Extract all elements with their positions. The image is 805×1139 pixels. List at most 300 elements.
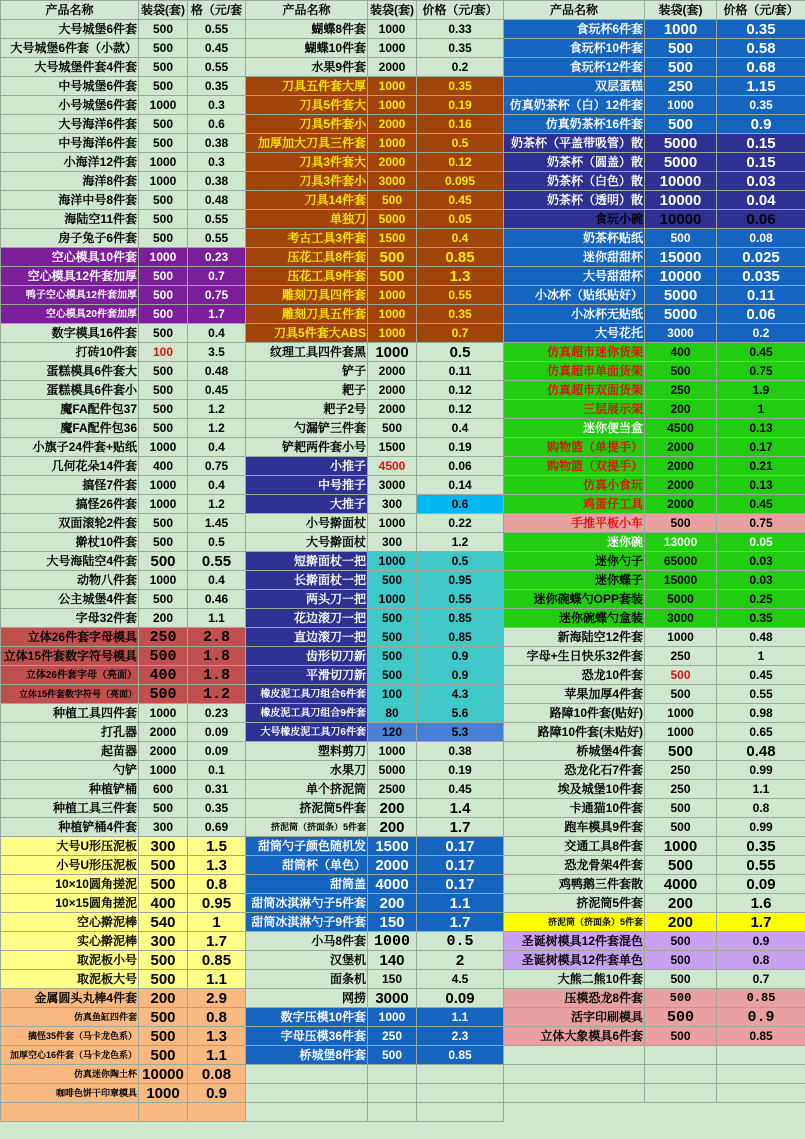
cell-product-name[interactable]: 中号海洋6件套 <box>1 134 139 153</box>
cell-quantity[interactable]: 500 <box>645 742 717 761</box>
cell-price[interactable]: 1.2 <box>188 400 246 419</box>
cell-price[interactable]: 1 <box>717 400 805 419</box>
cell-quantity[interactable]: 500 <box>645 58 717 77</box>
cell-price[interactable]: 1.7 <box>188 932 246 951</box>
cell-price[interactable]: 1.3 <box>188 856 246 875</box>
cell-product-name[interactable]: 小马8件套 <box>246 932 368 951</box>
cell-price[interactable]: 2 <box>417 951 504 970</box>
cell-price[interactable]: 0.7 <box>717 970 805 989</box>
cell-price[interactable]: 0.2 <box>717 324 805 343</box>
cell-product-name[interactable]: 压花工具9件套 <box>246 267 368 286</box>
cell-quantity[interactable]: 2000 <box>645 476 717 495</box>
cell-price[interactable]: 1.9 <box>717 381 805 400</box>
cell-quantity[interactable]: 1000 <box>139 1084 188 1103</box>
cell-product-name[interactable]: 桥城堡8件套 <box>246 1046 368 1065</box>
cell-quantity[interactable]: 140 <box>368 951 417 970</box>
cell-product-name[interactable]: 字母32件套 <box>1 609 139 628</box>
cell-product-name[interactable]: 空心模具20件套加厚 <box>1 305 139 324</box>
cell-price[interactable]: 0.8 <box>717 951 805 970</box>
cell-quantity[interactable]: 65000 <box>645 552 717 571</box>
cell-quantity[interactable]: 500 <box>645 856 717 875</box>
header-product-name[interactable]: 产品名称 <box>1 1 139 20</box>
cell-price[interactable]: 0.85 <box>717 989 805 1008</box>
cell-price[interactable]: 0.98 <box>717 704 805 723</box>
cell-price[interactable]: 0.48 <box>717 628 805 647</box>
cell-price[interactable]: 1.1 <box>188 609 246 628</box>
cell-quantity[interactable]: 500 <box>139 77 188 96</box>
cell-price[interactable]: 0.4 <box>188 476 246 495</box>
cell-quantity[interactable]: 1500 <box>368 837 417 856</box>
cell-price[interactable]: 1.1 <box>188 1046 246 1065</box>
cell-quantity[interactable] <box>645 1065 717 1084</box>
cell-price[interactable]: 0.4 <box>417 229 504 248</box>
cell-price[interactable]: 0.19 <box>417 96 504 115</box>
cell-quantity[interactable]: 1000 <box>139 96 188 115</box>
cell-quantity[interactable]: 3000 <box>645 609 717 628</box>
cell-product-name[interactable]: 立体大象模具6件套 <box>504 1027 645 1046</box>
cell-quantity[interactable]: 500 <box>139 590 188 609</box>
cell-product-name[interactable] <box>246 1065 368 1084</box>
cell-quantity[interactable]: 500 <box>368 248 417 267</box>
cell-quantity[interactable]: 4000 <box>368 875 417 894</box>
cell-product-name[interactable]: 动物八件套 <box>1 571 139 590</box>
cell-product-name[interactable]: 大号城堡件套4件套 <box>1 58 139 77</box>
cell-product-name[interactable]: 迷你甜甜杯 <box>504 248 645 267</box>
cell-quantity[interactable]: 10000 <box>645 210 717 229</box>
cell-product-name[interactable]: 齿形切刀新 <box>246 647 368 666</box>
cell-product-name[interactable]: 跑车模具9件套 <box>504 818 645 837</box>
cell-price[interactable]: 0.09 <box>188 742 246 761</box>
cell-quantity[interactable]: 1000 <box>368 590 417 609</box>
header-quantity[interactable]: 装袋(套) <box>645 1 717 20</box>
cell-price[interactable]: 0.06 <box>717 210 805 229</box>
cell-quantity[interactable]: 1000 <box>139 761 188 780</box>
header-product-name[interactable]: 产品名称 <box>246 1 368 20</box>
cell-product-name[interactable]: 立体15件套数字符号（亮面） <box>1 685 139 704</box>
cell-price[interactable]: 0.13 <box>717 476 805 495</box>
cell-price[interactable]: 1.4 <box>417 799 504 818</box>
cell-product-name[interactable]: 搞怪26件套 <box>1 495 139 514</box>
cell-price[interactable]: 0.85 <box>417 248 504 267</box>
cell-quantity[interactable]: 250 <box>645 761 717 780</box>
cell-product-name[interactable]: 魔FA配件包37 <box>1 400 139 419</box>
cell-product-name[interactable]: 小号擀面杖 <box>246 514 368 533</box>
cell-price[interactable]: 0.55 <box>188 229 246 248</box>
cell-price[interactable]: 0.17 <box>417 837 504 856</box>
cell-quantity[interactable]: 150 <box>368 970 417 989</box>
cell-quantity[interactable]: 1000 <box>645 628 717 647</box>
cell-quantity[interactable]: 500 <box>139 210 188 229</box>
cell-price[interactable]: 5.3 <box>417 723 504 742</box>
cell-quantity[interactable]: 1000 <box>139 438 188 457</box>
cell-price[interactable]: 0.55 <box>417 590 504 609</box>
cell-quantity[interactable]: 2000 <box>139 723 188 742</box>
cell-price[interactable]: 1.8 <box>188 666 246 685</box>
cell-quantity[interactable]: 500 <box>368 419 417 438</box>
cell-quantity[interactable]: 500 <box>368 666 417 685</box>
cell-quantity[interactable]: 300 <box>139 818 188 837</box>
cell-quantity[interactable]: 500 <box>139 533 188 552</box>
cell-price[interactable]: 0.55 <box>188 20 246 39</box>
cell-quantity[interactable]: 3000 <box>368 476 417 495</box>
cell-price[interactable] <box>188 1103 246 1122</box>
cell-quantity[interactable]: 500 <box>139 647 188 666</box>
cell-quantity[interactable]: 2000 <box>368 362 417 381</box>
cell-price[interactable]: 0.08 <box>188 1065 246 1084</box>
cell-product-name[interactable]: 种植工具三件套 <box>1 799 139 818</box>
cell-quantity[interactable]: 250 <box>645 381 717 400</box>
cell-quantity[interactable] <box>368 1084 417 1103</box>
cell-product-name[interactable]: 购物篮（单提手） <box>504 438 645 457</box>
cell-quantity[interactable]: 500 <box>368 647 417 666</box>
cell-product-name[interactable]: 小冰杯（贴纸贴好） <box>504 286 645 305</box>
cell-quantity[interactable]: 2000 <box>368 115 417 134</box>
cell-quantity[interactable]: 1000 <box>368 552 417 571</box>
cell-quantity[interactable]: 200 <box>368 818 417 837</box>
cell-price[interactable] <box>417 1084 504 1103</box>
cell-price[interactable]: 0.99 <box>717 818 805 837</box>
cell-price[interactable]: 0.58 <box>717 39 805 58</box>
cell-quantity[interactable]: 80 <box>368 704 417 723</box>
cell-product-name[interactable]: 金属圆头丸棒4件套 <box>1 989 139 1008</box>
cell-price[interactable]: 0.23 <box>188 704 246 723</box>
cell-product-name[interactable]: 甜筒杯（单色） <box>246 856 368 875</box>
cell-price[interactable]: 0.5 <box>417 134 504 153</box>
cell-price[interactable]: 0.9 <box>717 1008 805 1027</box>
cell-price[interactable]: 0.025 <box>717 248 805 267</box>
cell-price[interactable]: 0.35 <box>188 77 246 96</box>
cell-quantity[interactable]: 500 <box>139 305 188 324</box>
cell-product-name[interactable]: 交通工具8件套 <box>504 837 645 856</box>
cell-price[interactable]: 0.6 <box>188 115 246 134</box>
cell-quantity[interactable]: 500 <box>139 39 188 58</box>
cell-product-name[interactable]: 擀杖10件套 <box>1 533 139 552</box>
cell-product-name[interactable]: 仿真迷你陶土杯 <box>1 1065 139 1084</box>
cell-product-name[interactable]: 挤泥筒（挤面条）5件套 <box>504 913 645 932</box>
cell-quantity[interactable]: 2000 <box>368 153 417 172</box>
cell-quantity[interactable]: 1000 <box>645 20 717 39</box>
cell-price[interactable]: 0.55 <box>717 685 805 704</box>
cell-quantity[interactable]: 500 <box>645 1008 717 1027</box>
cell-product-name[interactable]: 中号推子 <box>246 476 368 495</box>
cell-price[interactable]: 0.4 <box>188 571 246 590</box>
cell-product-name[interactable]: 奶茶杯（透明）散 <box>504 191 645 210</box>
cell-quantity[interactable]: 2000 <box>139 742 188 761</box>
cell-product-name[interactable]: 加厚加大刀具三件套 <box>246 134 368 153</box>
cell-quantity[interactable]: 500 <box>645 951 717 970</box>
cell-quantity[interactable]: 500 <box>139 20 188 39</box>
cell-product-name[interactable]: 迷你碗 <box>504 533 645 552</box>
cell-product-name[interactable]: 甜筒盖 <box>246 875 368 894</box>
cell-price[interactable]: 0.48 <box>188 191 246 210</box>
cell-quantity[interactable]: 500 <box>645 1027 717 1046</box>
cell-price[interactable]: 0.35 <box>717 20 805 39</box>
cell-product-name[interactable]: 小冰杯无贴纸 <box>504 305 645 324</box>
cell-product-name[interactable]: 海洋8件套 <box>1 172 139 191</box>
cell-price[interactable]: 0.85 <box>417 628 504 647</box>
cell-quantity[interactable]: 5000 <box>645 590 717 609</box>
cell-product-name[interactable]: 取泥板大号 <box>1 970 139 989</box>
cell-quantity[interactable]: 500 <box>139 1008 188 1027</box>
cell-quantity[interactable]: 1000 <box>368 324 417 343</box>
cell-quantity[interactable]: 100 <box>368 685 417 704</box>
cell-product-name[interactable]: 空心模具12件套加厚 <box>1 267 139 286</box>
cell-price[interactable]: 0.69 <box>188 818 246 837</box>
cell-quantity[interactable]: 250 <box>645 780 717 799</box>
cell-quantity[interactable]: 1000 <box>645 704 717 723</box>
cell-product-name[interactable]: 取泥板小号 <box>1 951 139 970</box>
cell-product-name[interactable] <box>504 1046 645 1065</box>
cell-price[interactable]: 0.4 <box>417 419 504 438</box>
cell-product-name[interactable]: 苹果加厚4件套 <box>504 685 645 704</box>
cell-price[interactable]: 0.35 <box>188 799 246 818</box>
cell-quantity[interactable]: 500 <box>645 514 717 533</box>
cell-quantity[interactable]: 500 <box>139 191 188 210</box>
cell-price[interactable]: 0.38 <box>188 172 246 191</box>
cell-product-name[interactable]: 大号甜甜杯 <box>504 267 645 286</box>
header-price[interactable]: 价格（元/套） <box>417 1 504 20</box>
cell-price[interactable] <box>717 1065 805 1084</box>
cell-product-name[interactable]: 橡皮泥工具刀组合6件套 <box>246 685 368 704</box>
cell-quantity[interactable]: 500 <box>368 609 417 628</box>
header-quantity[interactable]: 装袋(套) <box>368 1 417 20</box>
cell-price[interactable]: 1.1 <box>717 780 805 799</box>
cell-quantity[interactable]: 200 <box>645 400 717 419</box>
cell-price[interactable]: 4.3 <box>417 685 504 704</box>
cell-quantity[interactable]: 500 <box>645 39 717 58</box>
cell-product-name[interactable]: 新海陆空12件套 <box>504 628 645 647</box>
cell-quantity[interactable]: 200 <box>645 913 717 932</box>
cell-price[interactable]: 0.6 <box>417 495 504 514</box>
cell-price[interactable]: 0.46 <box>188 590 246 609</box>
cell-price[interactable]: 0.04 <box>717 191 805 210</box>
cell-quantity[interactable]: 5000 <box>645 286 717 305</box>
cell-product-name[interactable]: 房子兔子6件套 <box>1 229 139 248</box>
cell-product-name[interactable]: 迷你勺子 <box>504 552 645 571</box>
cell-product-name[interactable]: 刀具5件套小 <box>246 115 368 134</box>
cell-product-name[interactable]: 起苗器 <box>1 742 139 761</box>
cell-product-name[interactable]: 卡通猫10件套 <box>504 799 645 818</box>
cell-quantity[interactable]: 500 <box>368 571 417 590</box>
cell-price[interactable]: 0.75 <box>188 286 246 305</box>
cell-price[interactable]: 0.06 <box>417 457 504 476</box>
cell-product-name[interactable]: 勺铲 <box>1 761 139 780</box>
cell-product-name[interactable]: 空心模具10件套 <box>1 248 139 267</box>
cell-quantity[interactable]: 500 <box>368 191 417 210</box>
cell-quantity[interactable]: 1000 <box>368 305 417 324</box>
cell-price[interactable]: 0.9 <box>417 647 504 666</box>
cell-product-name[interactable]: 塑料剪刀 <box>246 742 368 761</box>
cell-product-name[interactable]: 刀具3件套大 <box>246 153 368 172</box>
cell-quantity[interactable]: 500 <box>139 362 188 381</box>
cell-price[interactable]: 0.75 <box>188 457 246 476</box>
cell-price[interactable]: 0.14 <box>417 476 504 495</box>
cell-price[interactable]: 0.03 <box>717 172 805 191</box>
cell-price[interactable]: 0.45 <box>188 381 246 400</box>
cell-product-name[interactable]: 甜筒冰淇淋勺子9件套 <box>246 913 368 932</box>
cell-product-name[interactable]: 字母+生日快乐32件套 <box>504 647 645 666</box>
cell-quantity[interactable]: 250 <box>645 77 717 96</box>
cell-price[interactable]: 0.03 <box>717 552 805 571</box>
cell-quantity[interactable]: 2500 <box>368 780 417 799</box>
cell-quantity[interactable]: 500 <box>645 115 717 134</box>
cell-quantity[interactable]: 1500 <box>368 438 417 457</box>
cell-quantity[interactable]: 1000 <box>139 495 188 514</box>
cell-quantity[interactable]: 10000 <box>645 172 717 191</box>
cell-price[interactable]: 0.16 <box>417 115 504 134</box>
cell-price[interactable]: 0.5 <box>417 932 504 951</box>
cell-price[interactable]: 0.55 <box>188 210 246 229</box>
cell-price[interactable]: 0.99 <box>717 761 805 780</box>
cell-product-name[interactable]: 仿真超市双面货架 <box>504 381 645 400</box>
cell-product-name[interactable]: 汉堡机 <box>246 951 368 970</box>
cell-product-name[interactable]: 压模恐龙8件套 <box>504 989 645 1008</box>
cell-quantity[interactable]: 400 <box>139 894 188 913</box>
cell-price[interactable]: 0.8 <box>188 1008 246 1027</box>
cell-quantity[interactable]: 1000 <box>368 20 417 39</box>
cell-price[interactable]: 1.15 <box>717 77 805 96</box>
cell-product-name[interactable]: 雕刻刀具五件套 <box>246 305 368 324</box>
cell-product-name[interactable]: 大熊二熊10件套 <box>504 970 645 989</box>
cell-price[interactable]: 0.15 <box>717 153 805 172</box>
cell-price[interactable]: 4.5 <box>417 970 504 989</box>
cell-quantity[interactable]: 500 <box>368 1046 417 1065</box>
cell-quantity[interactable]: 1000 <box>139 704 188 723</box>
cell-price[interactable]: 0.3 <box>188 96 246 115</box>
cell-quantity[interactable]: 500 <box>139 1046 188 1065</box>
cell-price[interactable]: 0.35 <box>417 305 504 324</box>
cell-quantity[interactable]: 1000 <box>139 476 188 495</box>
cell-price[interactable]: 0.48 <box>717 742 805 761</box>
cell-quantity[interactable]: 600 <box>139 780 188 799</box>
cell-product-name[interactable]: 雕刻刀具四件套 <box>246 286 368 305</box>
cell-product-name[interactable]: 纹理工具四件套黑 <box>246 343 368 362</box>
cell-price[interactable]: 0.19 <box>417 761 504 780</box>
cell-quantity[interactable]: 400 <box>645 343 717 362</box>
cell-price[interactable]: 2.8 <box>188 628 246 647</box>
cell-quantity[interactable]: 1000 <box>368 134 417 153</box>
cell-product-name[interactable]: 花边滚刀一把 <box>246 609 368 628</box>
cell-quantity[interactable]: 500 <box>645 685 717 704</box>
cell-quantity[interactable]: 300 <box>368 533 417 552</box>
cell-product-name[interactable]: 食玩杯6件套 <box>504 20 645 39</box>
cell-product-name[interactable]: 字母压模36件套 <box>246 1027 368 1046</box>
cell-quantity[interactable] <box>368 1065 417 1084</box>
header-price[interactable]: 格（元/套 <box>188 1 246 20</box>
cell-quantity[interactable]: 1000 <box>368 96 417 115</box>
cell-product-name[interactable]: 加厚空心16件套（马卡龙色系） <box>1 1046 139 1065</box>
cell-price[interactable]: 0.1 <box>188 761 246 780</box>
cell-product-name[interactable]: 种植工具四件套 <box>1 704 139 723</box>
cell-product-name[interactable]: 10×15圆角搓泥 <box>1 894 139 913</box>
cell-product-name[interactable]: 短擀面杖一把 <box>246 552 368 571</box>
cell-product-name[interactable]: 路障10件套(未贴好) <box>504 723 645 742</box>
cell-price[interactable]: 1.1 <box>188 970 246 989</box>
cell-quantity[interactable]: 5000 <box>645 134 717 153</box>
cell-price[interactable]: 0.035 <box>717 267 805 286</box>
cell-price[interactable]: 0.05 <box>717 533 805 552</box>
cell-quantity[interactable]: 500 <box>139 267 188 286</box>
cell-price[interactable]: 0.4 <box>188 324 246 343</box>
cell-price[interactable]: 1.6 <box>717 894 805 913</box>
cell-quantity[interactable]: 300 <box>139 837 188 856</box>
cell-price[interactable]: 0.23 <box>188 248 246 267</box>
cell-quantity[interactable]: 1000 <box>368 286 417 305</box>
cell-quantity[interactable]: 500 <box>139 324 188 343</box>
cell-product-name[interactable]: 仿真鱼缸四件套 <box>1 1008 139 1027</box>
cell-price[interactable]: 0.17 <box>717 438 805 457</box>
cell-quantity[interactable]: 10000 <box>645 267 717 286</box>
cell-product-name[interactable]: 大号花托 <box>504 324 645 343</box>
cell-product-name[interactable]: 立体26件套字母（亮面） <box>1 666 139 685</box>
cell-quantity[interactable]: 1500 <box>368 229 417 248</box>
cell-quantity[interactable]: 1000 <box>368 39 417 58</box>
cell-quantity[interactable]: 1000 <box>139 153 188 172</box>
cell-price[interactable]: 0.95 <box>417 571 504 590</box>
cell-quantity[interactable]: 1000 <box>645 96 717 115</box>
cell-quantity[interactable]: 4500 <box>368 457 417 476</box>
cell-product-name[interactable]: 立体26件套字母模具 <box>1 628 139 647</box>
cell-price[interactable]: 1.45 <box>188 514 246 533</box>
cell-product-name[interactable]: 考古工具3件套 <box>246 229 368 248</box>
cell-quantity[interactable]: 500 <box>139 134 188 153</box>
cell-quantity[interactable]: 500 <box>139 1027 188 1046</box>
cell-quantity[interactable]: 1000 <box>368 1008 417 1027</box>
cell-quantity[interactable]: 1000 <box>139 571 188 590</box>
cell-product-name[interactable]: 食玩小碗 <box>504 210 645 229</box>
cell-product-name[interactable]: 橡皮泥工具刀组合9件套 <box>246 704 368 723</box>
cell-price[interactable]: 0.85 <box>417 609 504 628</box>
cell-product-name[interactable]: 购物篮（双提手） <box>504 457 645 476</box>
cell-price[interactable]: 1.8 <box>188 647 246 666</box>
cell-product-name[interactable]: 大号擀面杖 <box>246 533 368 552</box>
cell-product-name[interactable]: 海陆空11件套 <box>1 210 139 229</box>
cell-product-name[interactable]: 铲子 <box>246 362 368 381</box>
cell-price[interactable]: 0.85 <box>188 951 246 970</box>
cell-product-name[interactable]: 甜筒勺子颜色随机发 <box>246 837 368 856</box>
cell-product-name[interactable]: 数字模具16件套 <box>1 324 139 343</box>
cell-price[interactable]: 0.3 <box>188 153 246 172</box>
cell-price[interactable]: 0.4 <box>188 438 246 457</box>
cell-quantity[interactable]: 400 <box>139 457 188 476</box>
cell-price[interactable]: 0.09 <box>417 989 504 1008</box>
cell-price[interactable]: 5.6 <box>417 704 504 723</box>
cell-product-name[interactable]: 蝴蝶10件套 <box>246 39 368 58</box>
cell-price[interactable] <box>717 1046 805 1065</box>
cell-price[interactable]: 0.22 <box>417 514 504 533</box>
cell-price[interactable]: 0.11 <box>417 362 504 381</box>
cell-product-name[interactable]: 甜筒冰淇淋勺子5件套 <box>246 894 368 913</box>
cell-quantity[interactable]: 500 <box>139 58 188 77</box>
cell-product-name[interactable]: 挤泥筒5件套 <box>246 799 368 818</box>
cell-price[interactable]: 0.45 <box>417 780 504 799</box>
cell-quantity[interactable]: 2000 <box>368 58 417 77</box>
cell-product-name[interactable]: 海洋中号8件套 <box>1 191 139 210</box>
cell-price[interactable]: 0.9 <box>717 115 805 134</box>
cell-product-name[interactable]: 仿真超市迷你货架 <box>504 343 645 362</box>
cell-price[interactable]: 0.06 <box>717 305 805 324</box>
cell-product-name[interactable]: 直边滚刀一把 <box>246 628 368 647</box>
cell-quantity[interactable]: 5000 <box>645 305 717 324</box>
cell-product-name[interactable]: 路障10件套(贴好) <box>504 704 645 723</box>
cell-product-name[interactable]: 蛋糕模具6件套大 <box>1 362 139 381</box>
cell-product-name[interactable]: 打孔器 <box>1 723 139 742</box>
cell-quantity[interactable] <box>645 1084 717 1103</box>
cell-product-name[interactable]: 平滑切刀新 <box>246 666 368 685</box>
cell-price[interactable]: 0.45 <box>417 191 504 210</box>
cell-product-name[interactable]: 恐龙化石7件套 <box>504 761 645 780</box>
cell-product-name[interactable]: 鸡鸭鹅三件套散 <box>504 875 645 894</box>
